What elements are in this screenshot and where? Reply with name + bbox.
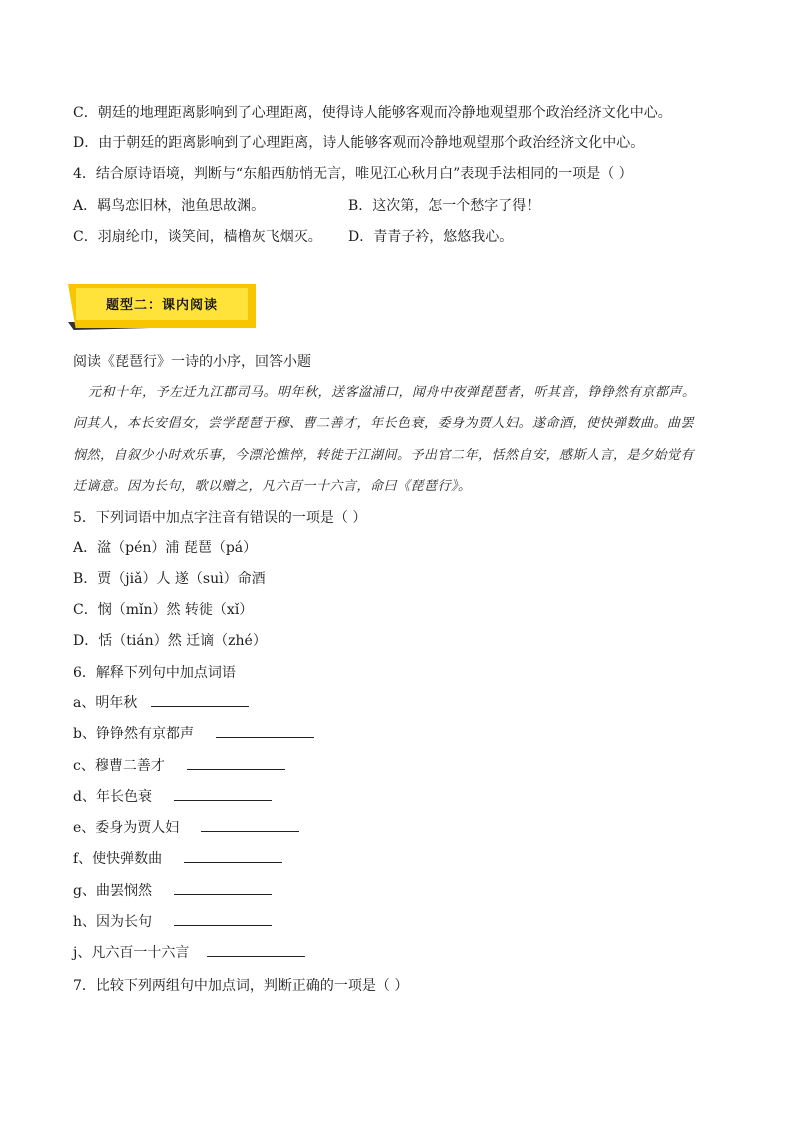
q4-options-row-1 (73, 197, 265, 215)
preface-line-3: 悯然，自叙少小时欢乐事，今漂沦憔悴，转徙于江湖间。予出官二年，恬然自安，感斯人言，是夕始觉有 (73, 448, 695, 463)
q6-item (73, 694, 249, 712)
answer-blank[interactable] (174, 882, 272, 895)
section-banner (68, 284, 256, 330)
q6-item (73, 882, 272, 900)
q6-item-text: g、曲罢悯然 (73, 883, 152, 899)
q5-option-c: C．悯（mǐn）然 转徙（xǐ） (73, 602, 254, 618)
section-intro: 阅读《琵琶行》一诗的小序，回答小题 (73, 354, 311, 370)
q3-option-c: C．朝廷的地理距离影响到了心理距离，使得诗人能够客观而冷静地观望那个政治经济文化中心。 (73, 105, 672, 121)
q6-item-text: j、凡六百一十六言 (73, 945, 190, 961)
q6-item (73, 788, 272, 806)
q3-option-d: D．由于朝廷的距离影响到了心理距离，诗人能够客观而冷静地观望那个政治经济文化中心。 (73, 135, 645, 151)
answer-blank[interactable] (174, 913, 272, 926)
preface-line-2: 问其人，本长安倡女，尝学琵琶于穆、曹二善才，年长色衰，委身为贾人妇。遂命酒，使快弹数曲。曲罢 (73, 416, 695, 431)
answer-blank[interactable] (174, 788, 272, 801)
section-title: 题型二：课内阅读 (105, 298, 218, 313)
q4-option-c: C．羽扇纶巾，谈笑间，樯橹灰飞烟灭。 (73, 229, 322, 245)
q6-item (73, 850, 282, 868)
q6-item-text: f、使快弹数曲 (73, 851, 163, 867)
q6-item (73, 944, 305, 962)
q6-item-text: c、穆曹二善才 (73, 758, 165, 774)
q5-stem: 5．下列词语中加点字注音有错误的一项是（ ） (73, 510, 367, 526)
answer-blank[interactable] (216, 725, 314, 738)
q6-item-text: d、年长色衰 (73, 789, 152, 805)
q4-stem: 4．结合原诗语境，判断与“东船西舫悄无言，唯见江心秋月白”表现手法相同的一项是（ ） (73, 166, 633, 182)
q6-item (73, 725, 314, 743)
answer-blank[interactable] (184, 850, 282, 863)
q5-option-d: D．恬（tián）然 迁谪（zhé） (73, 633, 267, 649)
answer-blank[interactable] (151, 694, 249, 707)
q6-item-text: b、铮铮然有京都声 (73, 726, 194, 742)
q6-stem: 6．解释下列句中加点词语 (73, 665, 236, 681)
preface-line-1: 元和十年，予左迁九江郡司马。明年秋，送客湓浦口，闻舟中夜弹琵琶者，听其音，铮铮然有京都声。 (88, 385, 696, 400)
q4-option-a: A．羁鸟恋旧林，池鱼思故渊。 (73, 198, 266, 214)
answer-blank[interactable] (201, 819, 299, 832)
answer-blank[interactable] (187, 757, 285, 770)
q4-option-d: D．青青子衿，悠悠我心。 (348, 229, 514, 245)
q6-item (73, 819, 299, 837)
q4-option-b: B．这次第，怎一个愁字了得！ (348, 198, 541, 214)
q6-item-text: e、委身为贾人妇 (73, 820, 180, 836)
q6-item (73, 913, 272, 931)
q7-stem: 7．比较下列两组句中加点词，判断正确的一项是（ ） (73, 978, 409, 994)
preface-line-4: 迁谪意。因为长句，歌以赠之，凡六百一十六言，命曰《琵琶行》。 (73, 479, 472, 494)
q5-option-b: B．贾（jiǎ）人 遂（suì）命酒 (73, 571, 266, 587)
q5-option-a: A．湓（pén）浦 琵琶（pá） (73, 540, 258, 556)
q6-item (73, 757, 285, 775)
q6-item-text: a、明年秋 (73, 695, 138, 711)
answer-blank[interactable] (207, 944, 305, 957)
q6-item-text: h、因为长句 (73, 914, 153, 930)
